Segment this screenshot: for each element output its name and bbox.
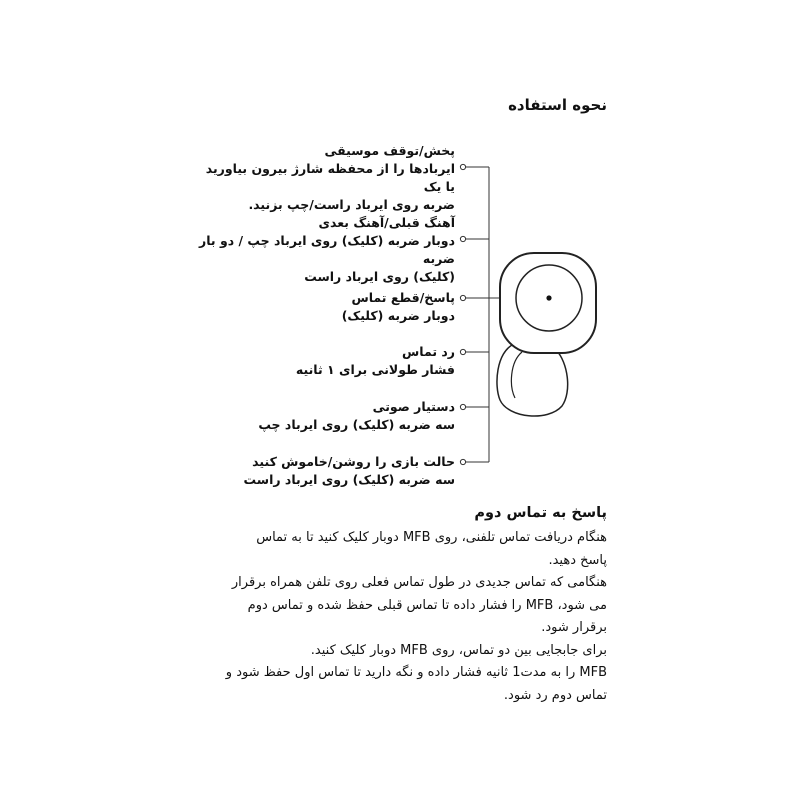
second-call-section bbox=[187, 505, 607, 707]
function-desc-line: ضربه روی ایرباد راست/چپ بزنید. bbox=[248, 197, 455, 212]
function-name: حالت بازی را روشن/خاموش کنید bbox=[252, 454, 455, 469]
function-name: دستیار صوتی bbox=[372, 399, 455, 414]
function-name: پاسخ/قطع تماس bbox=[351, 290, 455, 305]
paragraph-line: MFB را به مدت1 ثانیه فشار داده و نگه دارید تا تماس اول حفظ شود و bbox=[225, 665, 607, 680]
function-prev-next bbox=[195, 214, 455, 286]
paragraph-line: تماس دوم رد شود. bbox=[503, 687, 607, 703]
function-desc-line: ایربادها را از محفظه شارژ بیرون بیاورید یا یک bbox=[205, 161, 455, 194]
function-name: رد تماس bbox=[402, 344, 455, 359]
paragraph-line: هنگامی که تماس جدیدی در طول تماس فعلی روی تلفن همراه برقرار bbox=[231, 575, 607, 590]
function-desc-line: (کلیک) روی ایرباد راست bbox=[304, 269, 455, 284]
function-name: پخش/توقف موسیقی bbox=[324, 143, 455, 158]
section-title: پاسخ به تماس دوم bbox=[474, 505, 607, 521]
function-desc-line: دوبار ضربه (کلیک) bbox=[341, 308, 455, 323]
function-reject-call bbox=[195, 343, 455, 379]
paragraph-line: می شود، MFB را فشار داده تا تماس قبلی حفظ شده و تماس دوم bbox=[247, 597, 607, 613]
function-desc-line: دوبار ضربه (کلیک) روی ایرباد چپ / دو بار ضربه bbox=[199, 233, 455, 266]
function-name: آهنگ قبلی/آهنگ بعدی bbox=[318, 215, 455, 230]
paragraph-line: برقرار شود. bbox=[541, 620, 607, 635]
function-game-mode bbox=[195, 453, 455, 489]
connector-dot bbox=[460, 236, 465, 241]
function-desc-line: فشار طولانی برای ۱ ثانیه bbox=[295, 362, 455, 377]
connector-dot bbox=[460, 164, 465, 169]
function-answer-end-call bbox=[195, 289, 455, 325]
function-play-pause bbox=[195, 142, 455, 214]
paragraph-line: برای جابجایی بین دو تماس، روی MFB دوبار کلیک کنید. bbox=[310, 642, 607, 658]
connector-dot bbox=[460, 295, 465, 300]
earbud-tip bbox=[497, 344, 568, 416]
page-title: نحوه استفاده bbox=[508, 96, 607, 114]
function-desc-line: سه ضربه (کلیک) روی ایرباد چپ bbox=[258, 417, 455, 432]
function-voice-assistant bbox=[195, 398, 455, 434]
connector-ticks bbox=[465, 167, 489, 462]
paragraph-line: هنگام دریافت تماس تلفنی، روی MFB دوبار کلیک کنید تا به تماس bbox=[256, 530, 607, 545]
connector-dots bbox=[460, 164, 465, 464]
connector-dot bbox=[460, 459, 465, 464]
connector-dot bbox=[460, 404, 465, 409]
paragraph-line: پاسخ دهید. bbox=[548, 552, 607, 568]
connector-dot bbox=[460, 349, 465, 354]
function-desc-line: سه ضربه (کلیک) روی ایرباد راست bbox=[243, 472, 455, 487]
earbud-touch-point bbox=[546, 295, 551, 300]
